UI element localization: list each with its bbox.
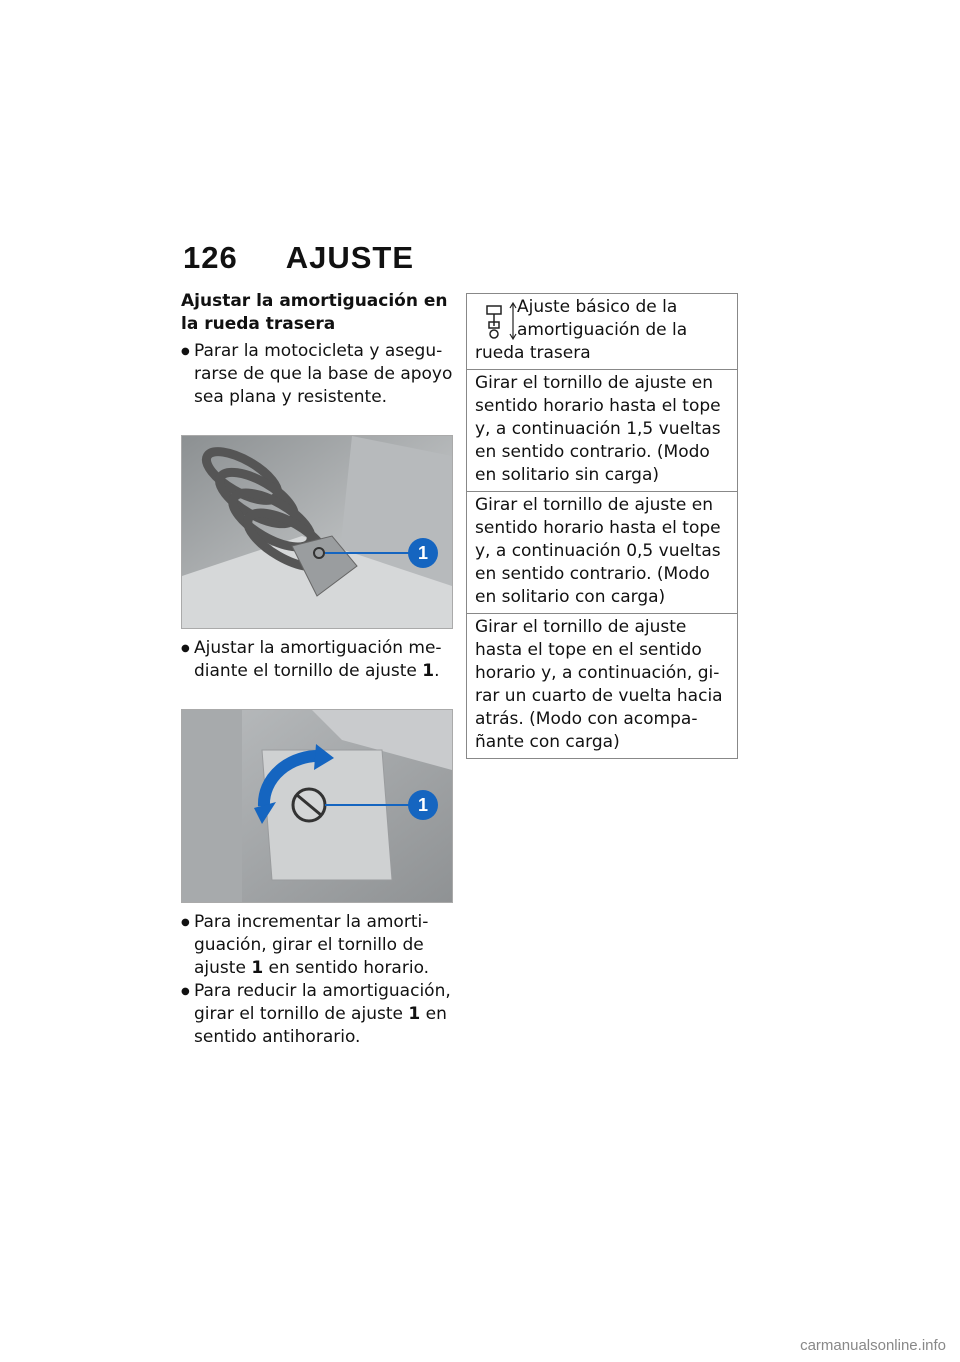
watermark: carmanualsonline.info: [800, 1337, 946, 1354]
left-column: [181, 290, 453, 1049]
table-header: [467, 294, 737, 369]
table-row: Girar el tornillo de ajuste hasta el tope en el sentido horario y, a continuación, girar un cuarto de vuelta hacia atrás. (Modo con acompañante con carga): [467, 613, 737, 758]
shock-absorber-photo: [181, 435, 453, 629]
table-header-line: amortiguación de la: [517, 320, 688, 340]
settings-table: [466, 293, 738, 759]
bullet-item: ● Para reducir la amortiguación, girar el tornillo de ajuste 1 en sentido antihorario.: [181, 980, 453, 1049]
table-row: Girar el tornillo de ajuste en sentido horario hasta el tope y, a continuación 1,5 vueltas en sentido contrario. (Modo en solitario sin carga): [467, 369, 737, 491]
bullet-item: ● Para incrementar la amortiguación, girar el tornillo de ajuste 1 en sentido horario.: [181, 911, 453, 980]
table-row: Girar el tornillo de ajuste en sentido horario hasta el tope y, a continuación 0,5 vueltas en sentido contrario. (Modo en solitario con carga): [467, 491, 737, 613]
callout-badge: 1: [408, 790, 438, 820]
adjuster-screw-photo: [181, 709, 453, 903]
bullet-item: ● Parar la motocicleta y asegurarse de que la base de apoyo sea plana y resistente.: [181, 340, 453, 409]
subsection-title: Ajustar la amortiguación en la rueda trasera: [181, 291, 448, 334]
table-header-line: rueda trasera: [475, 343, 591, 363]
shock-absorber-icon: [483, 300, 523, 342]
callout-badge: 1: [408, 538, 438, 568]
table-header-line: Ajuste básico de la: [517, 297, 678, 317]
page-header: [183, 240, 414, 276]
section-title: AJUSTE: [285, 240, 415, 275]
page-number: 126: [183, 240, 238, 275]
bullet-item: ● Ajustar la amortiguación mediante el tornillo de ajuste 1.: [181, 637, 453, 683]
shock-absorber-illustration: [182, 436, 452, 628]
